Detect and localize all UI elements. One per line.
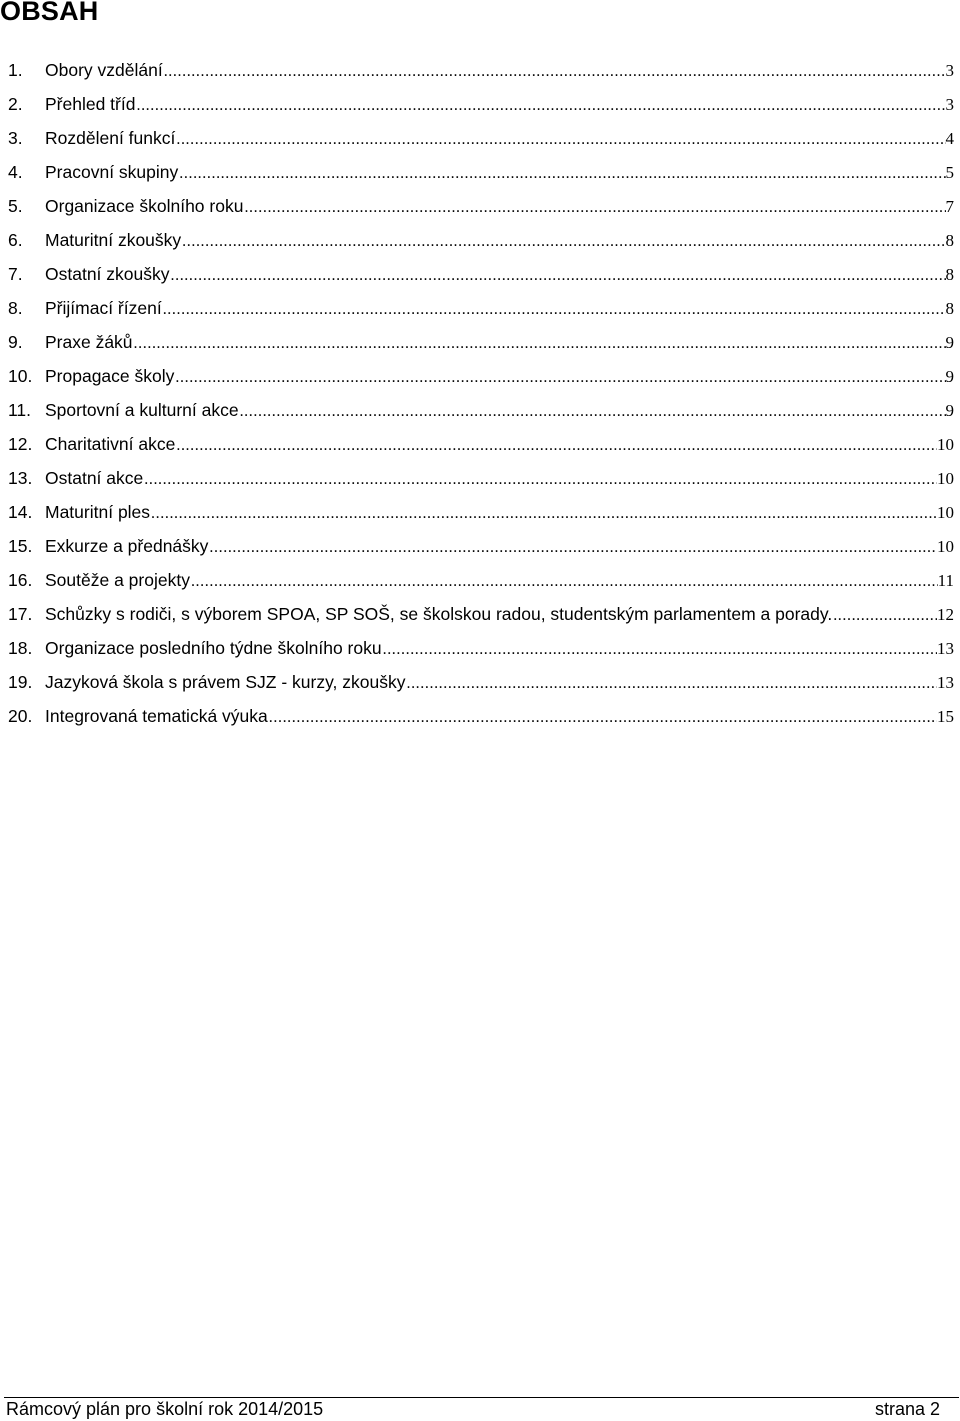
toc-entry-page[interactable]: 10	[937, 435, 954, 454]
toc-entry-number: 7.	[8, 264, 23, 284]
toc-entry-number: 6.	[8, 230, 23, 250]
footer-document-title: Rámcový plán pro školní rok 2014/2015	[6, 1399, 324, 1419]
toc-entry-number: 17.	[8, 604, 33, 624]
toc-entry-title[interactable]: Přehled tříd	[45, 94, 136, 114]
table-of-contents	[8, 56, 954, 736]
toc-dot-leader	[382, 636, 937, 664]
toc-entry-page[interactable]: 12	[937, 605, 954, 624]
toc-dot-leader	[135, 92, 945, 120]
toc-entry-title[interactable]: Soutěže a projekty	[45, 570, 190, 590]
toc-entry-number: 10.	[8, 366, 33, 386]
toc-entry[interactable]	[8, 158, 954, 192]
toc-entry[interactable]	[8, 362, 954, 396]
toc-entry-number: 9.	[8, 332, 23, 352]
toc-entry-page[interactable]: 15	[937, 707, 954, 726]
toc-dot-leader	[162, 296, 946, 324]
toc-entry-number: 5.	[8, 196, 23, 216]
toc-entry-number: 12.	[8, 434, 33, 454]
toc-entry[interactable]	[8, 498, 954, 532]
toc-entry-number: 20.	[8, 706, 33, 726]
toc-entry[interactable]	[8, 294, 954, 328]
toc-entry-page[interactable]: 9	[945, 401, 954, 420]
toc-entry-page[interactable]: 13	[937, 673, 954, 692]
toc-entry-page[interactable]: 11	[937, 571, 954, 590]
toc-entry-title[interactable]: Přijímací řízení	[45, 298, 162, 318]
toc-entry[interactable]	[8, 124, 954, 158]
toc-entry-title[interactable]: Exkurze a přednášky	[45, 536, 209, 556]
toc-dot-leader	[175, 432, 937, 460]
toc-dot-leader	[133, 330, 946, 358]
toc-dot-leader	[174, 364, 945, 392]
toc-entry-title[interactable]: Praxe žáků	[45, 332, 133, 352]
toc-dot-leader	[178, 160, 945, 188]
toc-entry[interactable]	[8, 90, 954, 124]
toc-entry-number: 8.	[8, 298, 23, 318]
toc-entry-title[interactable]: Sportovní a kulturní akce	[45, 400, 239, 420]
footer-divider	[4, 1397, 959, 1398]
toc-entry[interactable]	[8, 668, 954, 702]
toc-entry-page[interactable]: 8	[945, 265, 954, 284]
toc-entry-page[interactable]: 5	[945, 163, 954, 182]
toc-entry-title[interactable]: Organizace posledního týdne školního roku	[45, 638, 382, 658]
toc-entry-page[interactable]: 3	[945, 95, 954, 114]
toc-entry[interactable]	[8, 56, 954, 90]
toc-entry-page[interactable]: 3	[945, 61, 954, 80]
toc-entry-page[interactable]: 8	[945, 231, 954, 250]
toc-dot-leader	[181, 228, 945, 256]
toc-entry[interactable]	[8, 464, 954, 498]
toc-entry-number: 3.	[8, 128, 23, 148]
toc-entry-number: 18.	[8, 638, 33, 658]
toc-entry[interactable]	[8, 192, 954, 226]
toc-entry-page[interactable]: 13	[937, 639, 954, 658]
toc-entry-page[interactable]: 9	[945, 333, 954, 352]
toc-entry-number: 2.	[8, 94, 23, 114]
toc-entry[interactable]	[8, 702, 954, 736]
toc-entry-title[interactable]: Obory vzdělání	[45, 60, 163, 80]
toc-entry[interactable]	[8, 600, 954, 634]
footer-page-number: strana 2	[874, 1399, 940, 1419]
toc-entry-page[interactable]: 8	[945, 299, 954, 318]
toc-entry-page[interactable]: 9	[945, 367, 954, 386]
toc-entry[interactable]	[8, 566, 954, 600]
toc-entry[interactable]	[8, 430, 954, 464]
toc-entry[interactable]	[8, 328, 954, 362]
toc-dot-leader	[190, 568, 938, 596]
toc-dot-leader	[143, 466, 937, 494]
page-title: OBSAH	[0, 0, 99, 26]
toc-dot-leader	[175, 126, 945, 154]
toc-entry-page[interactable]: 10	[937, 537, 954, 556]
toc-dot-leader	[405, 670, 937, 698]
toc-entry[interactable]	[8, 396, 954, 430]
toc-dot-leader	[150, 500, 937, 528]
toc-entry-title[interactable]: Integrovaná tematická výuka	[45, 706, 268, 726]
toc-entry-page[interactable]: 7	[945, 197, 954, 216]
toc-dot-leader	[243, 194, 945, 222]
toc-entry-page[interactable]: 10	[937, 503, 954, 522]
toc-entry-number: 13.	[8, 468, 33, 488]
toc-entry-number: 15.	[8, 536, 33, 556]
toc-entry-title[interactable]: Jazyková škola s právem SJZ - kurzy, zkoušky	[45, 672, 406, 692]
toc-entry-title[interactable]: Pracovní skupiny	[45, 162, 179, 182]
toc-entry-title[interactable]: Ostatní zkoušky	[45, 264, 170, 284]
toc-entry-number: 16.	[8, 570, 33, 590]
toc-entry[interactable]	[8, 634, 954, 668]
toc-dot-leader	[239, 398, 946, 426]
toc-entry[interactable]	[8, 226, 954, 260]
toc-dot-leader	[163, 58, 946, 86]
toc-entry-number: 11.	[8, 400, 32, 420]
toc-entry-number: 4.	[8, 162, 23, 182]
toc-entry-title[interactable]: Schůzky s rodiči, s výborem SPOA, SP SOŠ, se školskou radou, studentským parlamentem a porady.	[45, 604, 833, 624]
toc-entry-title[interactable]: Maturitní zkoušky	[45, 230, 182, 250]
toc-entry-page[interactable]: 4	[945, 129, 954, 148]
toc-entry[interactable]	[8, 532, 954, 566]
toc-dot-leader	[268, 704, 937, 732]
toc-entry-title[interactable]: Propagace školy	[45, 366, 175, 386]
toc-entry-number: 19.	[8, 672, 33, 692]
toc-entry-title[interactable]: Maturitní ples	[45, 502, 151, 522]
toc-entry-title[interactable]: Rozdělení funkcí	[45, 128, 176, 148]
toc-dot-leader	[208, 534, 937, 562]
toc-entry-number: 1.	[8, 60, 23, 80]
toc-entry-number: 14.	[8, 502, 33, 522]
toc-entry[interactable]	[8, 260, 954, 294]
toc-entry-title[interactable]: Charitativní akce	[45, 434, 176, 454]
toc-dot-leader	[170, 262, 946, 290]
toc-dot-leader	[832, 602, 937, 630]
toc-entry-page[interactable]: 10	[937, 469, 954, 488]
toc-entry-title[interactable]: Organizace školního roku	[45, 196, 244, 216]
toc-entry-title[interactable]: Ostatní akce	[45, 468, 144, 488]
